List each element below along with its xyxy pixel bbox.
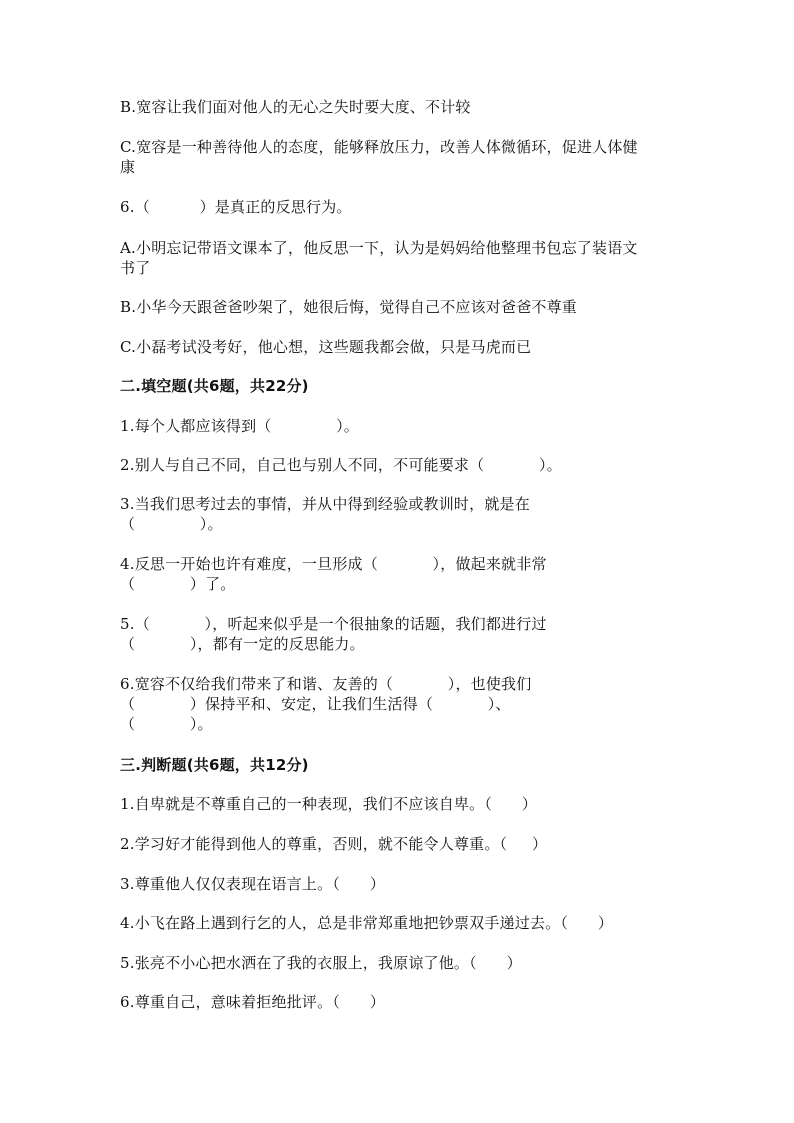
section-3-title: 三.判断题(共6题，共12分) xyxy=(120,756,309,774)
option-6a-line2: 书了 xyxy=(120,259,151,277)
question-6-stem: 6.（ ）是真正的反思行为。 xyxy=(120,198,352,216)
fill-question-4-line2: （ ）了。 xyxy=(120,575,236,593)
fill-question-6-line2: （ ）保持平和、安定，让我们生活得（ ）、 xyxy=(120,695,511,713)
judge-question-1: 1.自卑就是不尊重自己的一种表现，我们不应该自卑。（ ） xyxy=(120,795,538,813)
judge-question-3: 3.尊重他人仅仅表现在语言上。（ ） xyxy=(120,875,386,893)
fill-question-2: 2.别人与自己不同，自己也与别人不同，不可能要求（ ）。 xyxy=(120,456,562,474)
option-5b: B.宽容让我们面对他人的无心之失时要大度、不计较 xyxy=(120,98,471,116)
judge-question-2: 2.学习好才能得到他人的尊重，否则，就不能令人尊重。（ ） xyxy=(120,835,548,853)
fill-question-5-line2: （ ），都有一定的反思能力。 xyxy=(120,635,365,653)
option-6b: B.小华今天跟爸爸吵架了，她很后悔，觉得自己不应该对爸爸不尊重 xyxy=(120,298,577,316)
judge-question-6: 6.尊重自己，意味着拒绝批评。（ ） xyxy=(120,993,386,1011)
fill-question-3-line1: 3.当我们思考过去的事情，并从中得到经验或教训时，就是在 xyxy=(120,495,530,513)
option-6c: C.小磊考试没考好，他心想，这些题我都会做，只是马虎而已 xyxy=(120,338,532,356)
option-5c-line1: C.宽容是一种善待他人的态度，能够释放压力，改善人体微循环，促进人体健 xyxy=(120,138,638,156)
fill-question-4-line1: 4.反思一开始也许有难度，一旦形成（ ），做起来就非常 xyxy=(120,555,547,573)
fill-question-6-line1: 6.宽容不仅给我们带来了和谐、友善的（ ），也使我们 xyxy=(120,675,532,693)
judge-question-4: 4.小飞在路上遇到行乞的人，总是非常郑重地把钞票双手递过去。（ ） xyxy=(120,914,614,932)
section-2-title: 二.填空题(共6题，共22分) xyxy=(120,377,309,395)
option-5c-line2: 康 xyxy=(120,158,136,176)
option-6a-line1: A.小明忘记带语文课本了，他反思一下，认为是妈妈给他整理书包忘了装语文 xyxy=(120,239,638,257)
fill-question-3-line2: （ ）。 xyxy=(120,515,223,533)
fill-question-6-line3: （ ）。 xyxy=(120,715,213,733)
fill-question-1: 1.每个人都应该得到（ ）。 xyxy=(120,417,359,435)
judge-question-5: 5.张亮不小心把水洒在了我的衣服上，我原谅了他。（ ） xyxy=(120,954,522,972)
fill-question-5-line1: 5.（ ），听起来似乎是一个很抽象的话题，我们都进行过 xyxy=(120,615,547,633)
